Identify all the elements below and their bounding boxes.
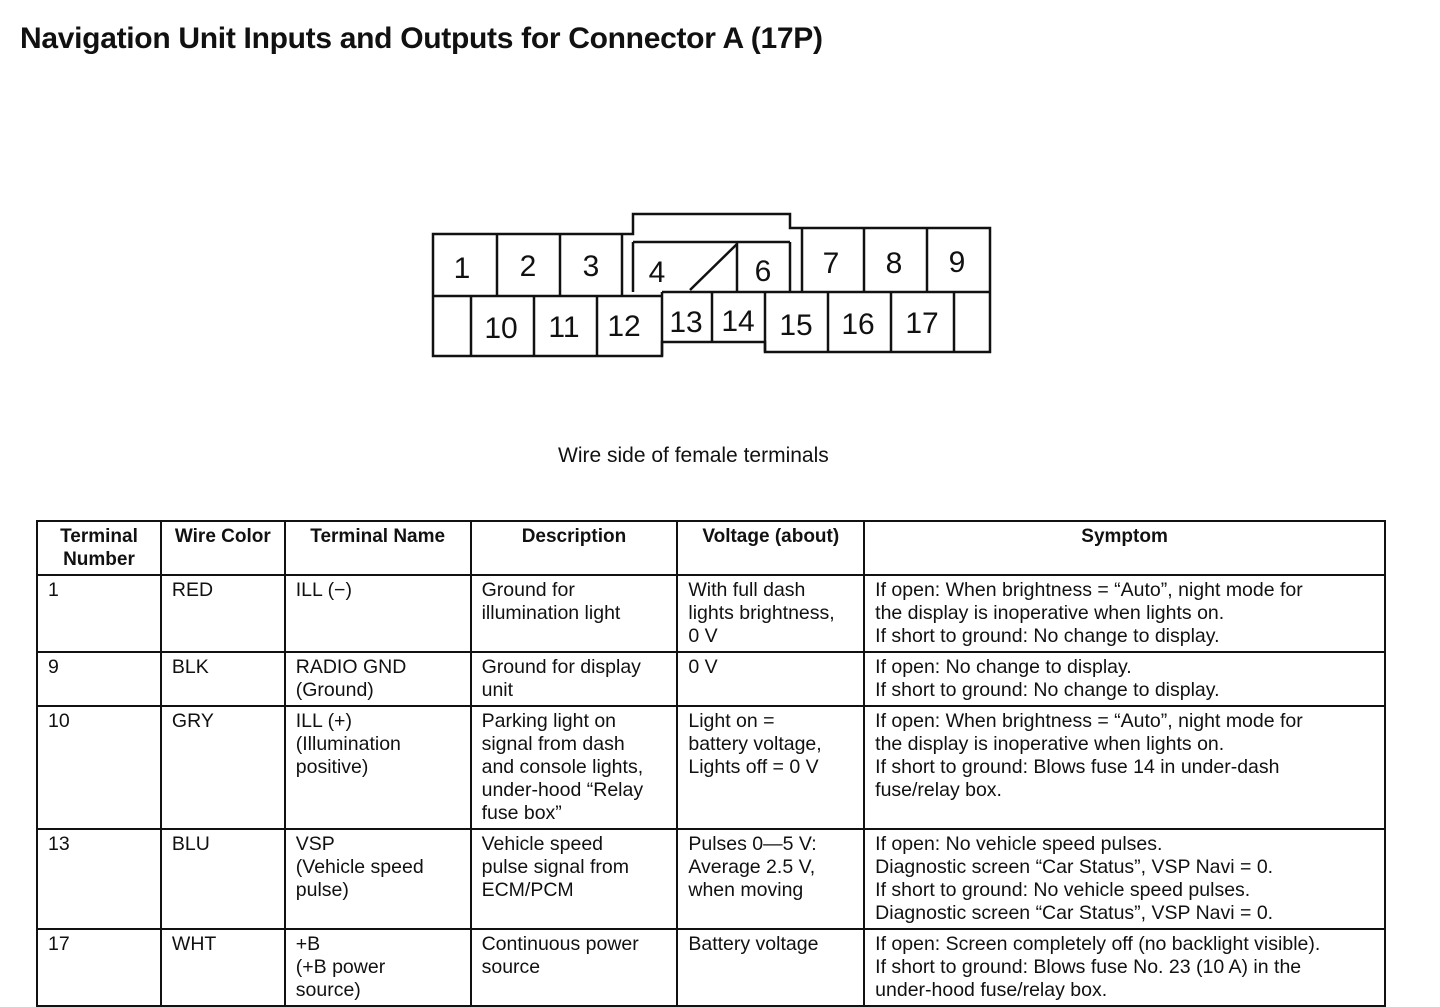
symptom: If open: No change to display. If short to ground: No change to display.	[864, 652, 1385, 706]
terminal-label: 4	[648, 256, 666, 289]
terminal-label: 3	[582, 250, 600, 283]
voltage: Pulses 0—5 V: Average 2.5 V, when moving	[677, 829, 864, 929]
terminal-number: 9	[37, 652, 161, 706]
terminal-name: +B (+B power source)	[285, 929, 471, 1006]
table-row	[37, 929, 1385, 1006]
header-terminal-number: Terminal Number	[37, 521, 161, 575]
terminal-name: ILL (−)	[285, 575, 471, 652]
terminal-label: 15	[779, 309, 813, 342]
terminal-label: 2	[519, 250, 537, 283]
connector-caption: Wire side of female terminals	[558, 444, 829, 467]
symptom: If open: When brightness = “Auto”, night mode for the display is inoperative when lights on. If short to ground: No change to display.	[864, 575, 1385, 652]
terminal-label: 7	[822, 247, 840, 280]
terminal-number: 17	[37, 929, 161, 1006]
terminal-label: 6	[754, 255, 772, 288]
description: Vehicle speed pulse signal from ECM/PCM	[471, 829, 678, 929]
table-row	[37, 829, 1385, 929]
terminal-label: 13	[669, 306, 703, 339]
connector-diagram	[0, 0, 1440, 420]
header-terminal-name: Terminal Name	[285, 521, 471, 575]
wire-color: WHT	[161, 929, 285, 1006]
table-header-row	[37, 521, 1385, 575]
wire-color: BLU	[161, 829, 285, 929]
header-wire-color: Wire Color	[161, 521, 285, 575]
description: Ground for display unit	[471, 652, 678, 706]
header-symptom: Symptom	[864, 521, 1385, 575]
symptom: If open: No vehicle speed pulses. Diagnostic screen “Car Status”, VSP Navi = 0. If short to ground: No vehicle speed pulses. Diagnostic screen “Car Status”, VSP Navi = 0.	[864, 829, 1385, 929]
voltage: 0 V	[677, 652, 864, 706]
terminal-name: ILL (+) (Illumination positive)	[285, 706, 471, 829]
page-title: Navigation Unit Inputs and Outputs for Connector A (17P)	[20, 22, 823, 55]
voltage: Battery voltage	[677, 929, 864, 1006]
description: Ground for illumination light	[471, 575, 678, 652]
terminal-name: RADIO GND (Ground)	[285, 652, 471, 706]
terminal-name: VSP (Vehicle speed pulse)	[285, 829, 471, 929]
voltage: With full dash lights brightness, 0 V	[677, 575, 864, 652]
description: Parking light on signal from dash and console lights, under-hood “Relay fuse box”	[471, 706, 678, 829]
header-voltage: Voltage (about)	[677, 521, 864, 575]
description: Continuous power source	[471, 929, 678, 1006]
terminal-label: 16	[841, 308, 875, 341]
voltage: Light on = battery voltage, Lights off = 0 V	[677, 706, 864, 829]
terminal-label: 8	[885, 247, 903, 280]
table-row	[37, 706, 1385, 829]
terminal-label: 14	[721, 305, 755, 338]
symptom: If open: Screen completely off (no backlight visible). If short to ground: Blows fuse No. 23 (10 A) in the under-hood fuse/relay box.	[864, 929, 1385, 1006]
terminal-label: 10	[484, 312, 518, 345]
symptom: If open: When brightness = “Auto”, night mode for the display is inoperative when lights on. If short to ground: Blows fuse 14 in under-dash fuse/relay box.	[864, 706, 1385, 829]
table-row	[37, 575, 1385, 652]
terminal-number: 13	[37, 829, 161, 929]
wire-color: RED	[161, 575, 285, 652]
terminal-label: 12	[607, 310, 641, 343]
terminal-number: 1	[37, 575, 161, 652]
table-row	[37, 652, 1385, 706]
terminal-number: 10	[37, 706, 161, 829]
terminal-table	[36, 520, 1386, 1007]
wire-color: BLK	[161, 652, 285, 706]
terminal-label: 1	[453, 252, 471, 285]
wire-color: GRY	[161, 706, 285, 829]
terminal-label: 17	[905, 307, 939, 340]
terminal-label: 11	[548, 311, 580, 344]
terminal-label: 9	[948, 246, 966, 279]
header-description: Description	[471, 521, 678, 575]
